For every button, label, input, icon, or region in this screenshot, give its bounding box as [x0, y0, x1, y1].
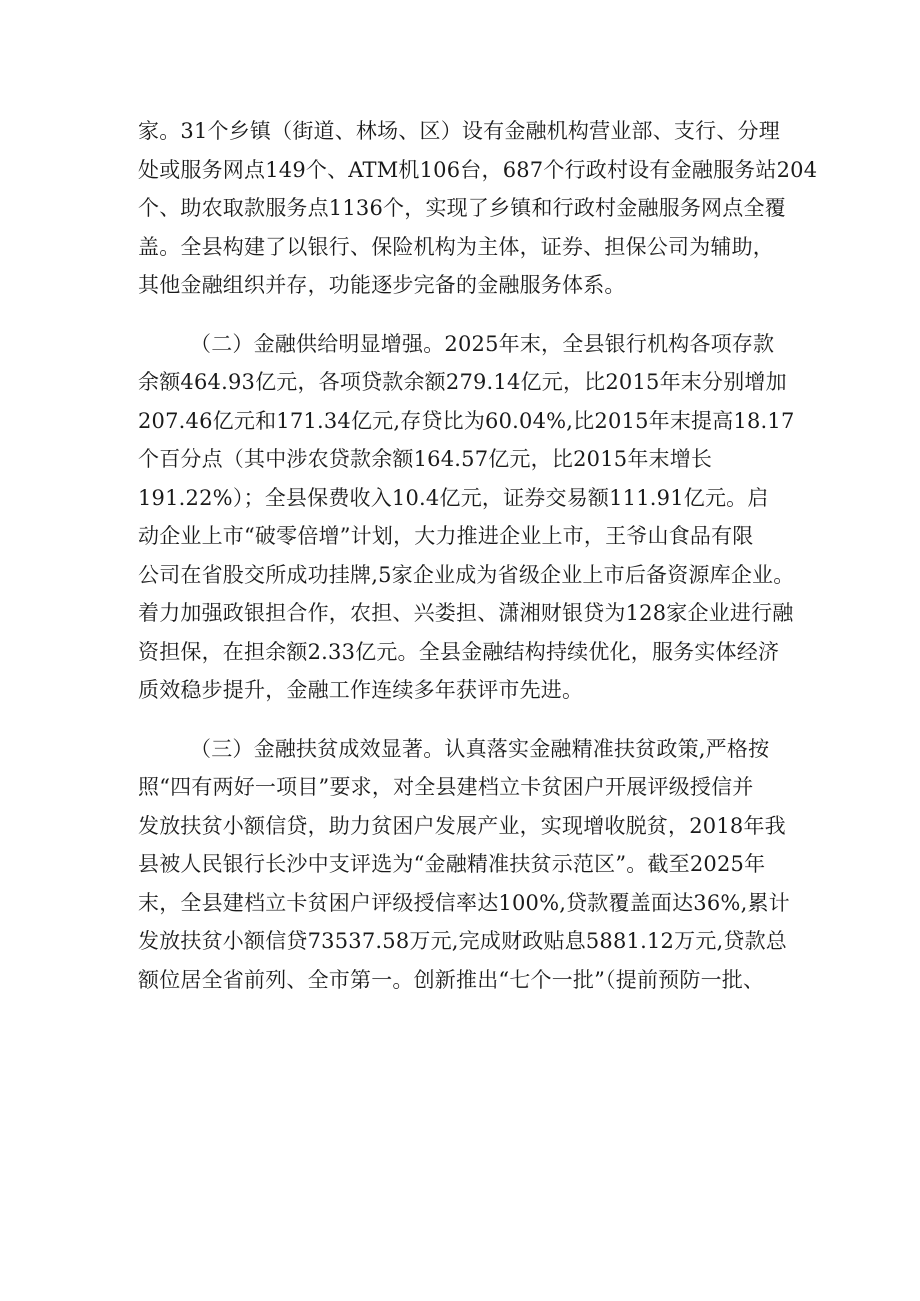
- section-heading-line: （二）金融供给明显增强。2025年末，全县银行机构各项存款: [190, 331, 775, 356]
- text-line: 动企业上市“破零倍增”计划，大力推进企业上市，王爷山食品有限: [138, 524, 754, 548]
- text-line: 个、助农取款服务点1136个，实现了乡镇和行政村金融服务网点全覆: [138, 196, 786, 220]
- text-line: 盖。全县构建了以银行、保险机构为主体，证券、担保公司为辅助，: [138, 234, 774, 259]
- text-line: 其他金融组织并存，功能逐步完备的金融服务体系。: [138, 273, 626, 297]
- paragraph-1: [138, 112, 818, 305]
- text-line: 处或服务网点149个、ATM机106台，687个行政村设有金融服务站204: [138, 157, 818, 182]
- text-line: 额位居全省前列、全市第一。创新推出“七个一批”（提前预防一批、: [138, 967, 765, 992]
- text-line: 余额464.93亿元，各项贷款余额279.14亿元，比2015年末分别增加: [138, 370, 787, 394]
- text-line: 末，全县建档立卡贫困户评级授信率达100%,贷款覆盖面达36%,累计: [138, 890, 790, 915]
- text-line: 家。31个乡镇（街道、林场、区）设有金融机构营业部、支行、分理: [138, 119, 780, 143]
- paragraph-3: [138, 730, 798, 1000]
- text-line: 发放扶贫小额信贷，助力贫困户发展产业，实现增收脱贫，2018年我: [138, 813, 786, 838]
- text-line: 发放扶贫小额信贷73537.58万元,完成财政贴息5881.12万元,贷款总: [138, 929, 787, 953]
- paragraph-2: [138, 325, 798, 710]
- text-line: 着力加强政银担合作，农担、兴娄担、潇湘财银贷为128家企业进行融: [138, 601, 794, 625]
- text-line: 县被人民银行长沙中支评选为“金融精准扶贫示范区”。截至2025年: [138, 852, 766, 876]
- text-line: 个百分点（其中涉农贷款余额164.57亿元，比2015年末增长: [138, 447, 713, 471]
- text-line: 207.46亿元和171.34亿元,存贷比为60.04%,比2015年末提高18.17: [138, 408, 795, 433]
- section-heading-line: （三）金融扶贫成效显著。认真落实金融精准扶贫政策,严格按: [190, 736, 770, 761]
- text-line: 质效稳步提升，金融工作连续多年获评市先进。: [138, 678, 584, 702]
- text-line: 资担保，在担余额2.33亿元。全县金融结构持续优化，服务实体经济: [138, 639, 780, 664]
- text-line: 191.22%）；全县保费收入10.4亿元，证券交易额111.91亿元。启: [138, 485, 769, 510]
- text-line: 公司在省股交所成功挂牌,5家企业成为省级企业上市后备资源库企业。: [138, 562, 795, 587]
- document-body: [138, 112, 818, 1019]
- text-line: 照“四有两好一项目”要求，对全县建档立卡贫困户开展评级授信并: [138, 775, 754, 799]
